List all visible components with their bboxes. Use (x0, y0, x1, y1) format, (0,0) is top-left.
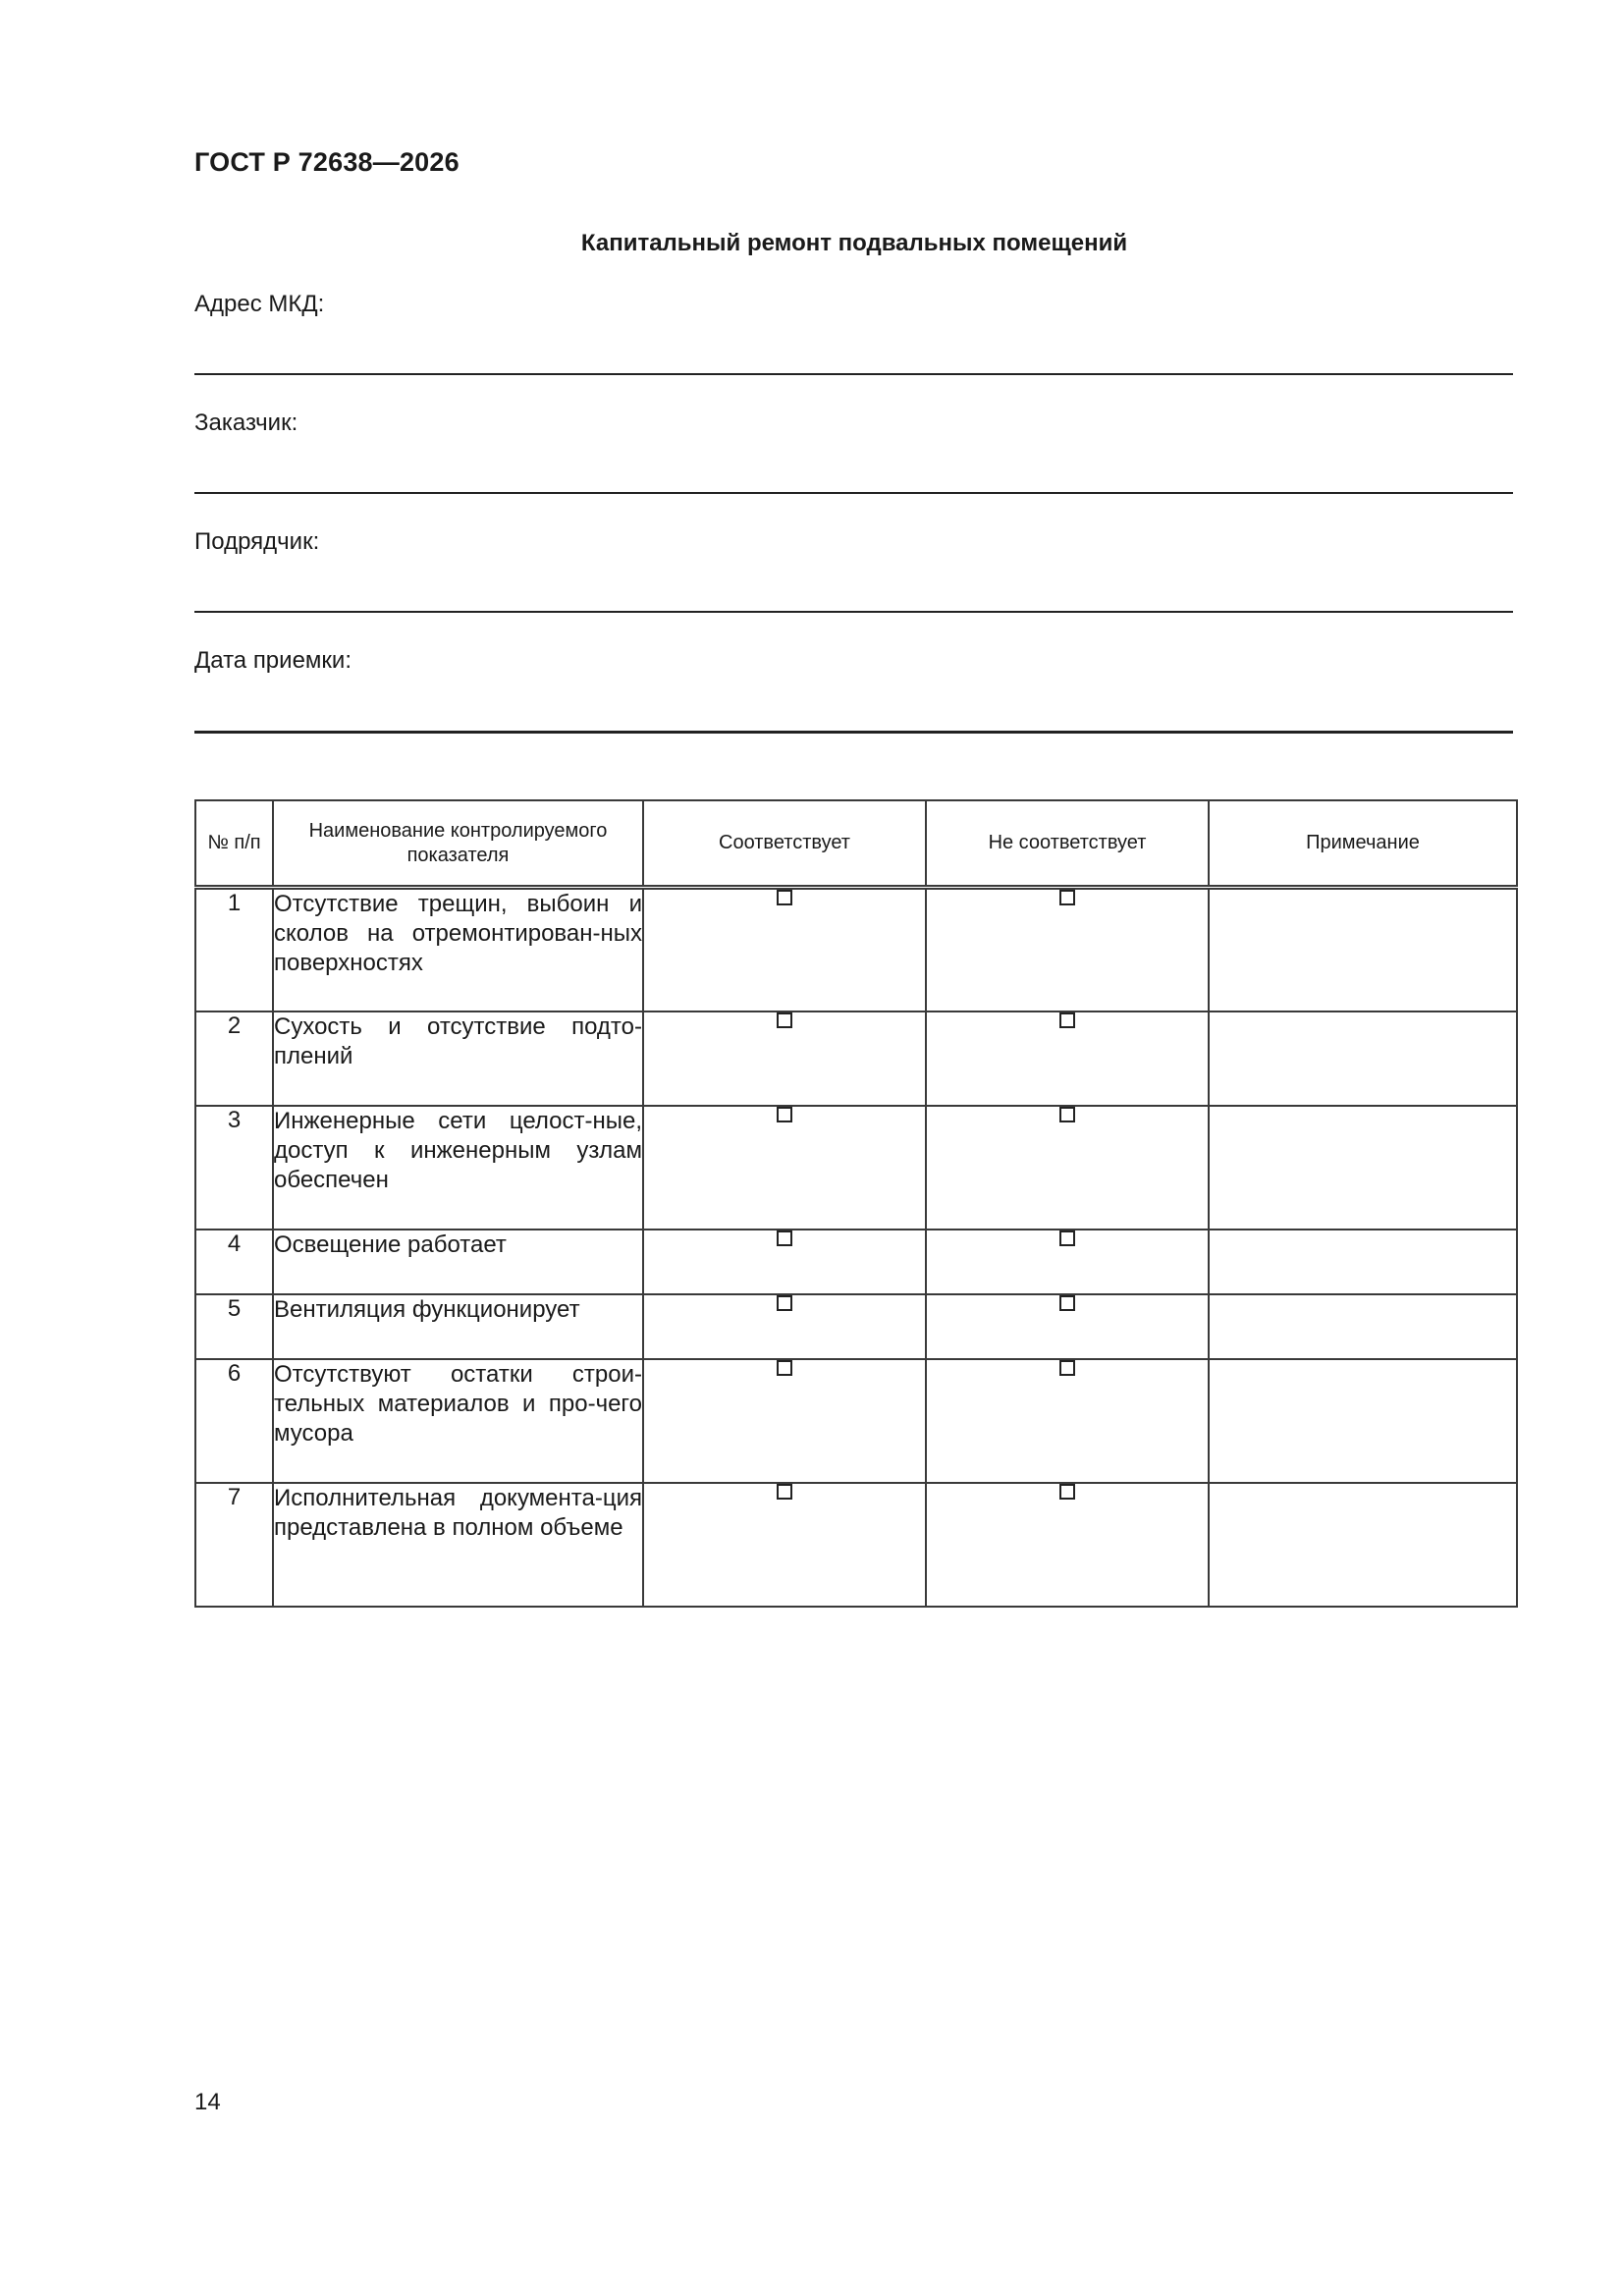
not-complies-checkbox[interactable] (1059, 1295, 1075, 1311)
complies-cell (643, 1011, 926, 1106)
not-complies-checkbox[interactable] (1059, 1107, 1075, 1122)
table-row (195, 888, 1517, 1011)
not-complies-checkbox[interactable] (1059, 1230, 1075, 1246)
not-complies-cell (926, 1230, 1209, 1294)
not-complies-cell (926, 1294, 1209, 1359)
not-complies-cell (926, 1011, 1209, 1106)
complies-cell (643, 1230, 926, 1294)
header-not-complies: Не соответствует (926, 800, 1209, 888)
not-complies-cell (926, 1359, 1209, 1483)
complies-cell (643, 888, 926, 1011)
row-number: 3 (195, 1106, 273, 1230)
customer-line[interactable] (194, 492, 1513, 494)
not-complies-checkbox[interactable] (1059, 1012, 1075, 1028)
page-number: 14 (194, 2089, 221, 2115)
not-complies-cell (926, 888, 1209, 1011)
row-number: 6 (195, 1359, 273, 1483)
table-row (195, 1106, 1517, 1230)
note-cell[interactable] (1209, 1011, 1517, 1106)
standard-code: ГОСТ Р 72638—2026 (194, 147, 460, 177)
note-cell[interactable] (1209, 888, 1517, 1011)
note-cell[interactable] (1209, 1230, 1517, 1294)
table-row (195, 1230, 1517, 1294)
not-complies-checkbox[interactable] (1059, 890, 1075, 905)
indicator-text: Исполнительная документа-ция представлена в полном объеме (273, 1483, 643, 1607)
table-row (195, 1011, 1517, 1106)
row-number: 1 (195, 888, 273, 1011)
table-row (195, 1483, 1517, 1607)
indicator-text: Освещение работает (273, 1230, 643, 1294)
not-complies-cell (926, 1483, 1209, 1607)
complies-checkbox[interactable] (777, 1012, 792, 1028)
not-complies-cell (926, 1106, 1209, 1230)
acceptance-date-label: Дата приемки: (194, 647, 352, 674)
row-number: 4 (195, 1230, 273, 1294)
complies-checkbox[interactable] (777, 890, 792, 905)
address-line[interactable] (194, 373, 1513, 375)
indicator-text: Отсутствуют остатки строи-тельных материалов и про-чего мусора (273, 1359, 643, 1483)
note-cell[interactable] (1209, 1106, 1517, 1230)
complies-checkbox[interactable] (777, 1360, 792, 1376)
header-num: № п/п (195, 800, 273, 888)
not-complies-checkbox[interactable] (1059, 1360, 1075, 1376)
contractor-line[interactable] (194, 611, 1513, 613)
complies-cell (643, 1483, 926, 1607)
complies-cell (643, 1359, 926, 1483)
header-complies: Соответствует (643, 800, 926, 888)
complies-cell (643, 1106, 926, 1230)
document-title: Капитальный ремонт подвальных помещений (580, 230, 1128, 256)
table-header-row (195, 800, 1517, 888)
checklist-table (194, 799, 1518, 1608)
note-cell[interactable] (1209, 1483, 1517, 1607)
row-number: 7 (195, 1483, 273, 1607)
complies-checkbox[interactable] (777, 1295, 792, 1311)
table-row (195, 1294, 1517, 1359)
header-note: Примечание (1209, 800, 1517, 888)
complies-cell (643, 1294, 926, 1359)
acceptance-date-line[interactable] (194, 731, 1513, 734)
row-number: 5 (195, 1294, 273, 1359)
complies-checkbox[interactable] (777, 1484, 792, 1500)
indicator-text: Отсутствие трещин, выбоин и сколов на отремонтирован-ных поверхностях (273, 888, 643, 1011)
customer-label: Заказчик: (194, 410, 298, 436)
table-row (195, 1359, 1517, 1483)
complies-checkbox[interactable] (777, 1107, 792, 1122)
not-complies-checkbox[interactable] (1059, 1484, 1075, 1500)
note-cell[interactable] (1209, 1359, 1517, 1483)
contractor-label: Подрядчик: (194, 528, 320, 555)
address-label: Адрес МКД: (194, 291, 325, 317)
indicator-text: Сухость и отсутствие подто-плений (273, 1011, 643, 1106)
note-cell[interactable] (1209, 1294, 1517, 1359)
header-indicator: Наименование контролируемого показателя (273, 800, 643, 888)
indicator-text: Вентиляция функционирует (273, 1294, 643, 1359)
row-number: 2 (195, 1011, 273, 1106)
indicator-text: Инженерные сети целост-ные, доступ к инженерным узлам обеспечен (273, 1106, 643, 1230)
complies-checkbox[interactable] (777, 1230, 792, 1246)
